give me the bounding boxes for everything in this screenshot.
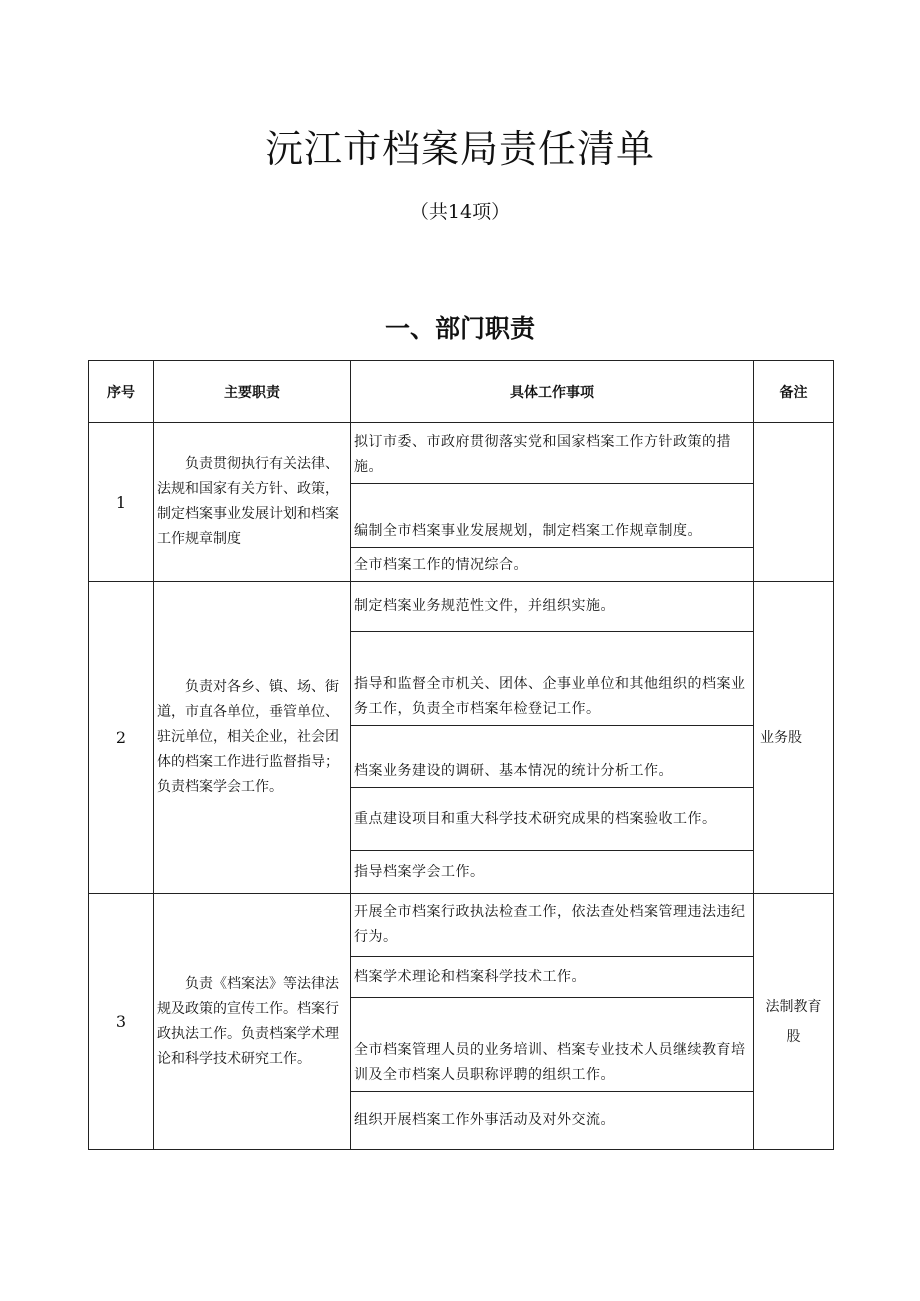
work-item: 制定档案业务规范性文件，并组织实施。 xyxy=(351,582,754,632)
work-item: 全市档案管理人员的业务培训、档案专业技术人员继续教育培训及全市档案人员职称评聘的组织工作。 xyxy=(351,998,754,1092)
row-index: 2 xyxy=(89,582,154,894)
work-item: 全市档案工作的情况综合。 xyxy=(351,548,754,582)
header-index: 序号 xyxy=(89,361,154,423)
table-row xyxy=(89,582,834,632)
main-duty-text: 负责对各乡、镇、场、街道，市直各单位，垂管单位、驻沅单位，相关企业，社会团体的档案工作进行监督指导；负责档案学会工作。 xyxy=(157,679,339,795)
document-title: 沅江市档案局责任清单 xyxy=(264,127,655,171)
row-index: 1 xyxy=(89,423,154,582)
responsibility-table xyxy=(88,360,834,1150)
work-item: 指导档案学会工作。 xyxy=(351,851,754,894)
work-item: 拟订市委、市政府贯彻落实党和国家档案工作方针政策的措施。 xyxy=(351,423,754,484)
item-count: （共14项） xyxy=(409,201,511,223)
table-row xyxy=(89,423,834,484)
work-item: 指导和监督全市机关、团体、企事业单位和其他组织的档案业务工作，负责全市档案年检登记工作。 xyxy=(351,632,754,726)
work-item: 开展全市档案行政执法检查工作，依法查处档案管理违法违纪行为。 xyxy=(351,894,754,957)
main-duty-cell xyxy=(154,423,351,582)
main-duty-cell xyxy=(154,582,351,894)
header-main-duty: 主要职责 xyxy=(154,361,351,423)
main-duty-cell xyxy=(154,894,351,1150)
main-duty-text: 负责贯彻执行有关法律、法规和国家有关方针、政策，制定档案事业发展计划和档案工作规章制度 xyxy=(157,456,339,547)
section-title: 一、部门职责 xyxy=(384,314,535,343)
main-duty-text: 负责《档案法》等法律法规及政策的宣传工作。档案行政执法工作。负责档案学术理论和科学技术研究工作。 xyxy=(157,975,339,1067)
table-row xyxy=(89,894,834,957)
row-index: 3 xyxy=(89,894,154,1150)
header-items: 具体工作事项 xyxy=(351,361,754,423)
table-header-row xyxy=(89,361,834,423)
remark-cell: 业务股 xyxy=(754,582,834,894)
header-remarks: 备注 xyxy=(754,361,834,423)
work-item: 组织开展档案工作外事活动及对外交流。 xyxy=(351,1092,754,1150)
work-item: 档案业务建设的调研、基本情况的统计分析工作。 xyxy=(351,726,754,788)
work-item: 档案学术理论和档案科学技术工作。 xyxy=(351,957,754,998)
remark-cell xyxy=(754,423,834,582)
work-item: 重点建设项目和重大科学技术研究成果的档案验收工作。 xyxy=(351,788,754,851)
work-item: 编制全市档案事业发展规划，制定档案工作规章制度。 xyxy=(351,484,754,548)
remark-cell: 法制教育股 xyxy=(754,894,834,1150)
